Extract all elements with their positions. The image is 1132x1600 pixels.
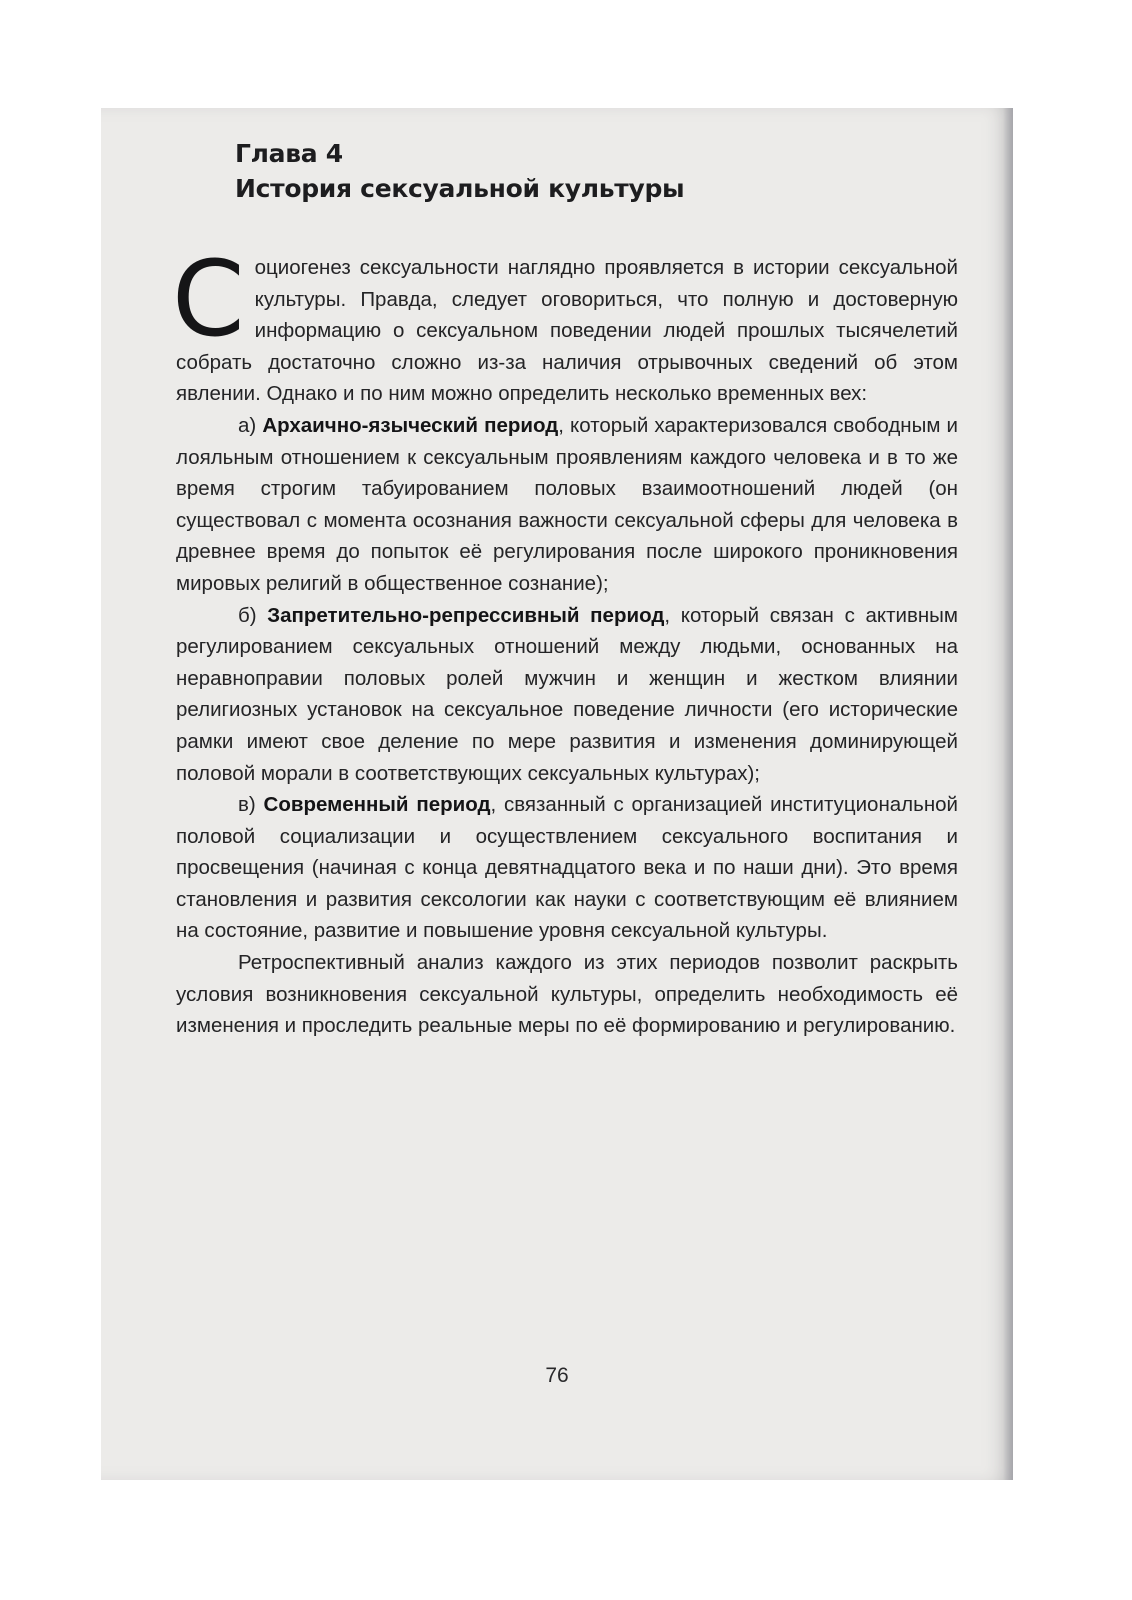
period-c-term: Современный период <box>263 793 491 817</box>
period-a-marker: а) <box>238 413 263 437</box>
period-c-paragraph <box>176 789 958 947</box>
chapter-heading <box>235 136 684 206</box>
period-a-text: , который характеризовался свободным и лояльным отношением к сексуальным проявлениям каждого человека и в то же время строгим табуированием половых взаимоотношений людей (он существовал с момента осознания важности сексуальной сферы для человека в древнее время до попыток её регулирования после широкого проникновения мировых религий в общественное сознание); <box>176 413 958 595</box>
period-b-term: Запретительно-репрессивный период <box>267 603 665 627</box>
chapter-title: История сексуальной культуры <box>235 174 685 203</box>
intro-paragraph <box>172 238 958 410</box>
period-b-text: , который связан с активным регулированием сексуальных отношений между людьми, основанных на неравноправии половых ролей мужчин и женщин и жестком влиянии религиозных установок на сексуальное поведение личности (его исторические рамки имеют свое деление по мере развития и изменения доминирующей половой морали в соответствующих сексуальных культурах); <box>176 603 959 785</box>
period-b-marker: б) <box>238 603 268 627</box>
book-page <box>101 108 1013 1480</box>
period-a-paragraph <box>176 410 958 600</box>
intro-text: оциогенез сексуальности наглядно проявляется в истории сексуальной культуры. Правда, следует оговориться, что полную и достоверную информацию о сексуальном поведении людей прошлых тысячелетий собрать достаточно сложно из-за наличия отрывочных сведений об этом явлении. Однако и по ним можно определить несколько временных вех: <box>176 256 958 406</box>
period-b-paragraph <box>176 600 958 790</box>
period-c-marker: в) <box>238 793 264 817</box>
drop-cap: С <box>172 238 245 360</box>
chapter-label: Глава 4 <box>235 139 343 168</box>
conclusion-paragraph: Ретроспективный анализ каждого из этих периодов позволит раскрыть условия возникновения сексуальной культуры, определить необходимость её изменения и проследить реальные меры по её формированию и регулированию. <box>176 951 958 1038</box>
chapter-body <box>172 238 959 1042</box>
period-a-term: Архаично-языческий период <box>262 413 559 437</box>
page-number: 76 <box>545 1364 569 1387</box>
period-c-text: , связанный с организацией институциональной половой социализации и осуществлением сексуального воспитания и просвещения (начиная с конца девятнадцатого века и по наши дни). Это время становления и развития сексологии как науки с соответствующим её влиянием на состояние, развитие и повышение уровня сексуальной культуры. <box>176 793 958 943</box>
